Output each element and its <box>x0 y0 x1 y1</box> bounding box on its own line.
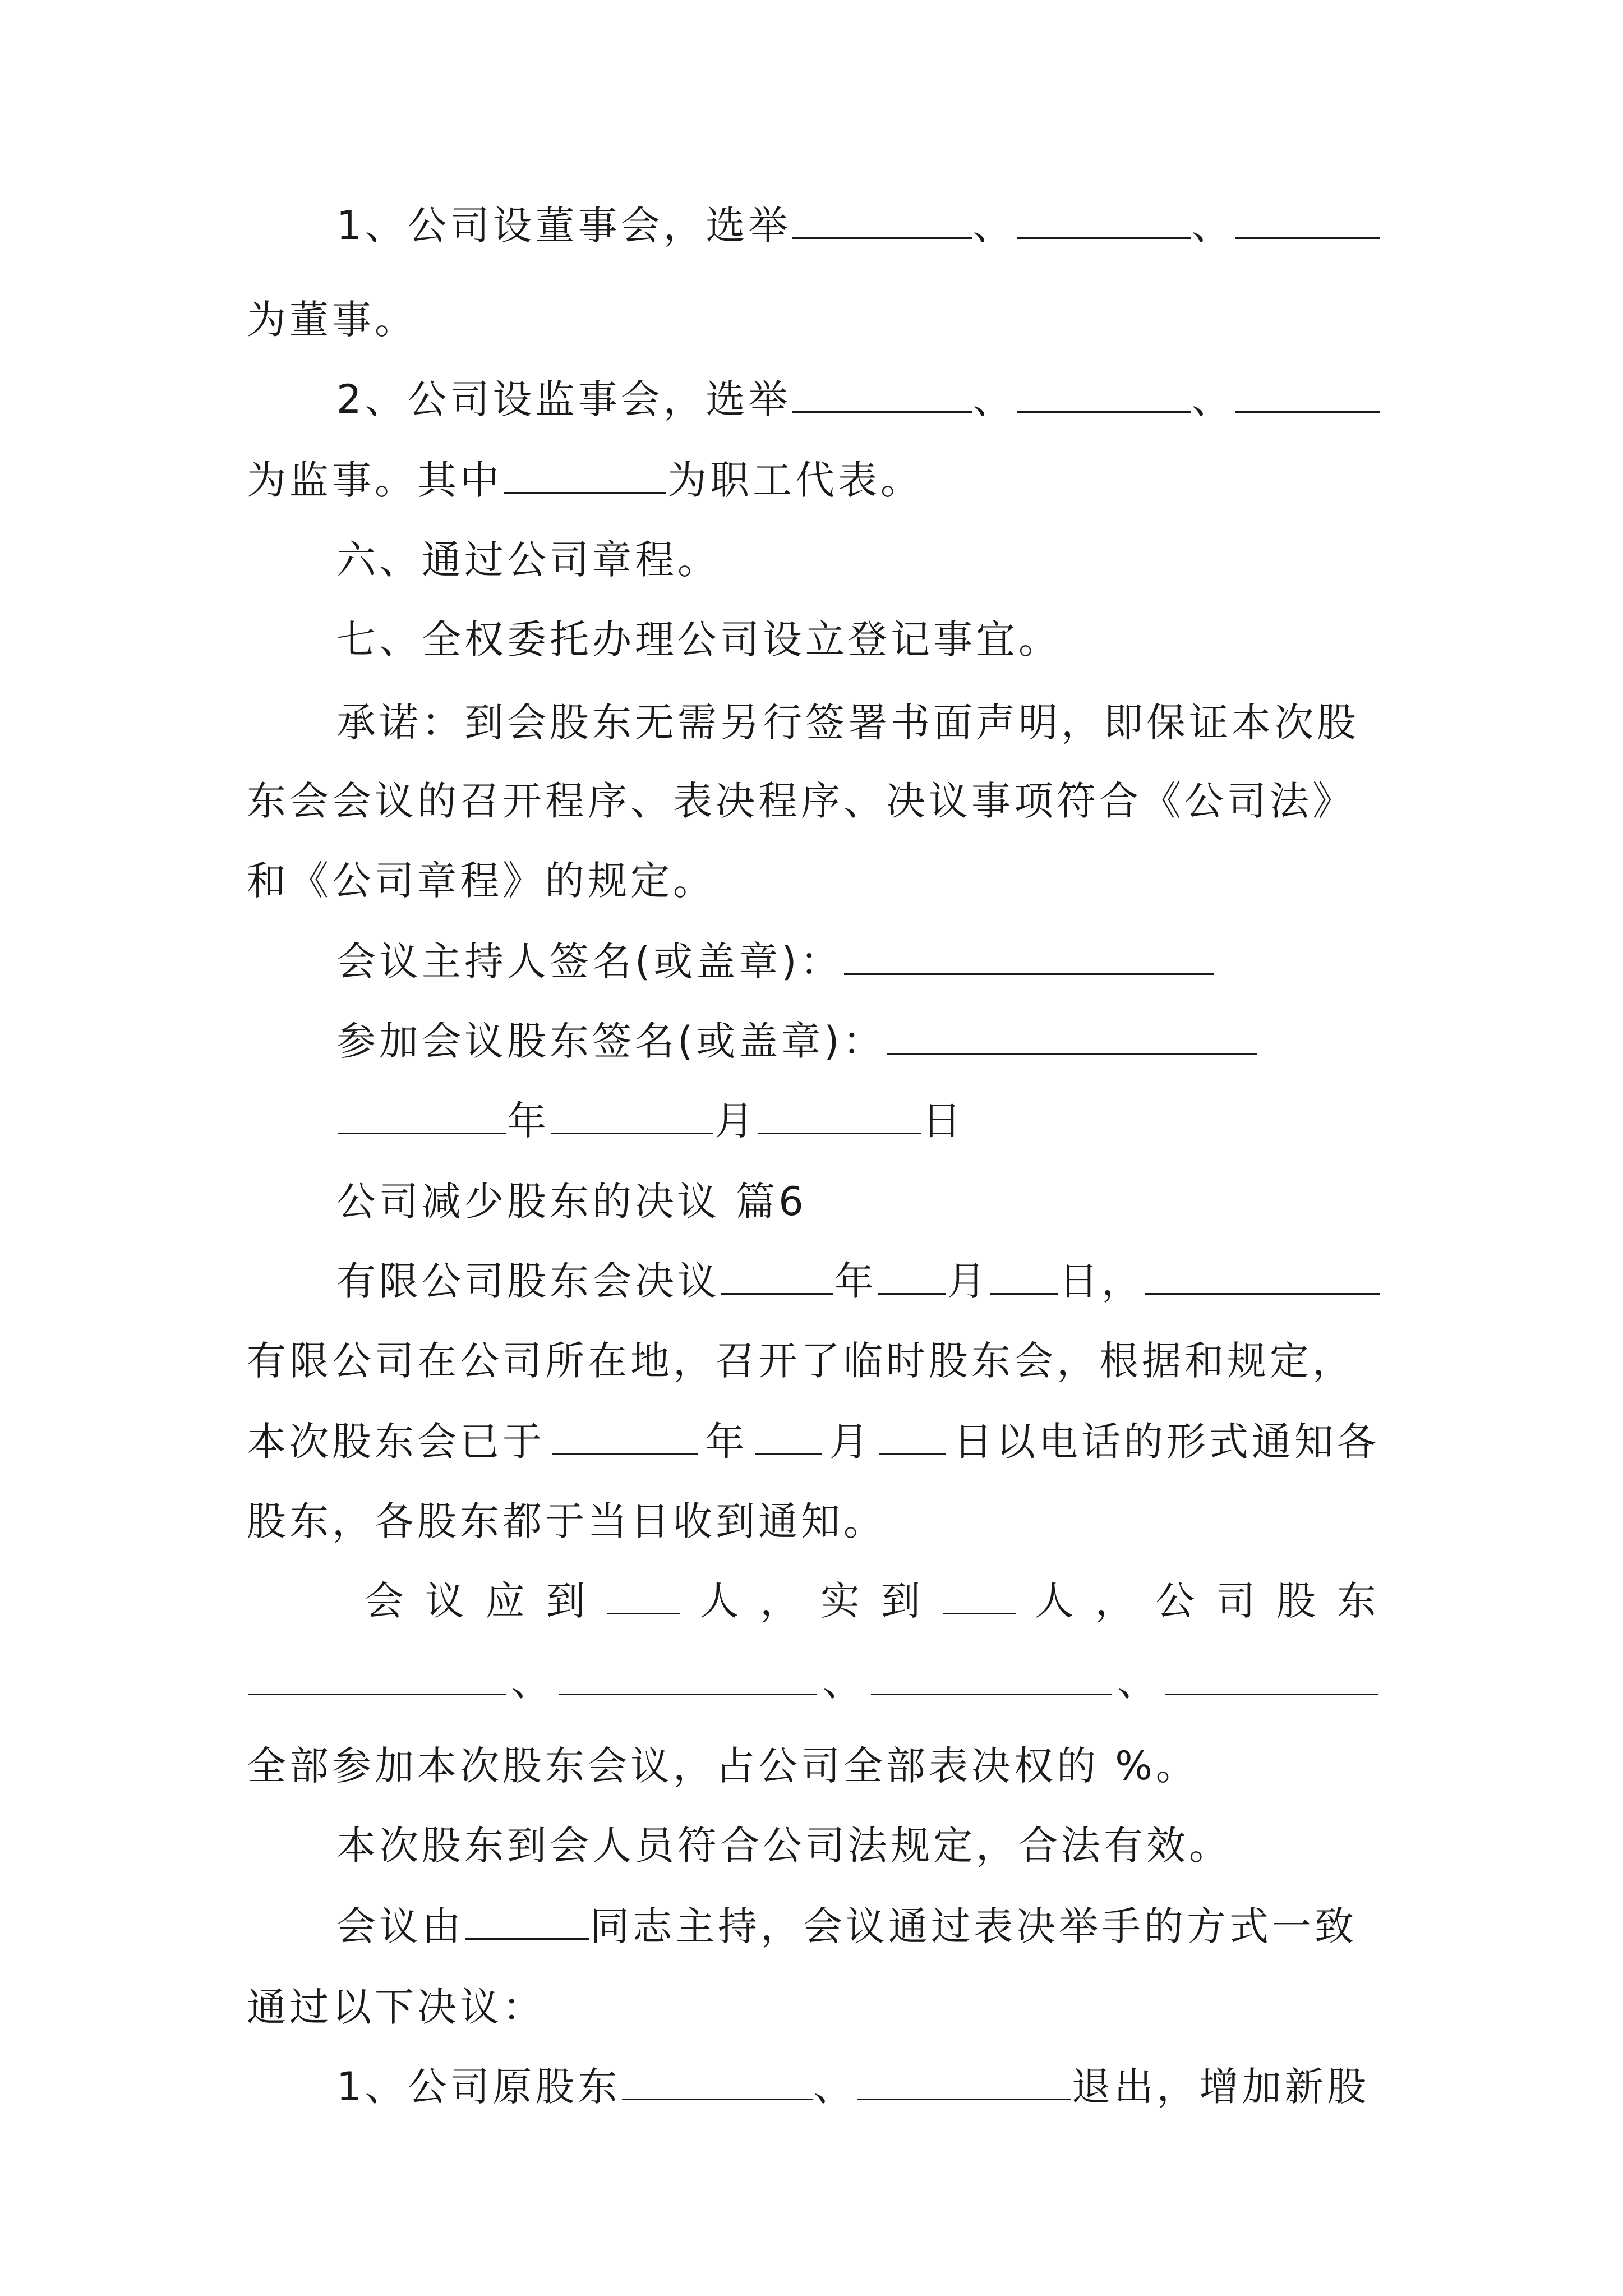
text: ， <box>760 1578 803 1624</box>
text: 日 <box>922 1098 965 1144</box>
text: ， <box>1095 1578 1138 1624</box>
blank-field <box>248 1655 506 1695</box>
text: 会议主持人签名(或盖章)： <box>336 938 843 984</box>
blank-field <box>878 1255 946 1295</box>
blank-field <box>1145 1255 1380 1295</box>
blank-field <box>871 1655 1112 1695</box>
text: 日， <box>1059 1258 1144 1304</box>
section-heading <box>336 1175 1380 1228</box>
line-pledge <box>336 696 1380 749</box>
text: 和《公司章程》的规定。 <box>247 858 716 904</box>
blank-field <box>792 373 972 413</box>
text: 、 <box>1191 203 1234 249</box>
blank-field <box>559 1655 817 1695</box>
line-shareholder-signature <box>336 1014 1380 1068</box>
text: 年 <box>834 1258 877 1304</box>
blank-field <box>990 1255 1058 1295</box>
line-attendance <box>365 1574 1380 1628</box>
text: 议 <box>425 1578 468 1624</box>
text: 人 <box>1034 1578 1077 1624</box>
text: 到 <box>546 1578 589 1624</box>
text: 东 <box>1336 1578 1380 1624</box>
text: 年 <box>507 1098 550 1144</box>
line-pledge-end <box>247 854 1380 908</box>
text: 六、通过公司章程。 <box>336 537 720 583</box>
text: 股 <box>1276 1578 1320 1624</box>
text: 、 <box>511 1659 554 1705</box>
blank-field <box>551 1094 713 1134</box>
text: 全部参加本次股东会议，占公司全部表决权的 %。 <box>247 1743 1198 1789</box>
text: 、 <box>1117 1659 1160 1705</box>
text: 应 <box>485 1578 528 1624</box>
line-notice-received <box>247 1494 1380 1548</box>
line-supervisors-election <box>336 372 1380 426</box>
blank-field <box>943 1575 1016 1614</box>
blank-field <box>1017 373 1191 413</box>
text: 、 <box>1191 376 1234 422</box>
line-resolutions-intro <box>247 1980 1380 2034</box>
text: 月 <box>714 1098 757 1144</box>
line-shareholder-names <box>247 1655 1380 1709</box>
text: 参加会议股东签名(或盖章)： <box>336 1018 886 1064</box>
text: 公司减少股东的决议 篇6 <box>336 1179 807 1225</box>
line-directors-election <box>336 199 1380 252</box>
blank-field <box>1165 1655 1378 1695</box>
text: 、 <box>822 1659 865 1705</box>
text: 为监事。其中 <box>247 457 502 503</box>
blank-field <box>1235 199 1380 239</box>
line-resolution-one <box>336 2060 1380 2114</box>
text: 本次股东会已于 <box>247 1419 545 1465</box>
blank-field <box>755 1415 822 1455</box>
blank-field <box>607 1575 680 1614</box>
text: 同志主持，会议通过表决举手的方式一致 <box>590 1903 1357 1949</box>
text: 实 <box>820 1578 864 1624</box>
blank-field <box>758 1094 921 1134</box>
text: 到 <box>880 1578 924 1624</box>
blank-field <box>338 1094 506 1134</box>
text: 、 <box>813 2064 856 2110</box>
text: 为董事。 <box>247 297 417 343</box>
text: 日以电话的形式通知各 <box>953 1419 1380 1465</box>
text: 有限公司在公司所在地，召开了临时股东会，根据和规定， <box>247 1338 1355 1384</box>
blank-field <box>1017 199 1191 239</box>
line-item-six <box>336 533 1380 587</box>
text: 承诺：到会股东无需另行签署书面声明，即保证本次股 <box>336 700 1359 746</box>
text: 股东，各股东都于当日收到通知。 <box>247 1498 886 1544</box>
text: 、 <box>972 376 1016 422</box>
text: 通过以下决议： <box>247 1984 545 2030</box>
blank-field <box>622 2060 813 2100</box>
blank-field <box>792 199 972 239</box>
line-date <box>336 1094 1380 1148</box>
text: 为职工代表。 <box>667 457 923 503</box>
text: 1、公司原股东 <box>336 2064 621 2110</box>
text: 1、公司设董事会，选举 <box>336 203 791 249</box>
text: 、 <box>972 203 1016 249</box>
line-host-signature <box>336 935 1380 988</box>
line-voting-share <box>247 1739 1380 1793</box>
text: 年 <box>705 1419 748 1465</box>
text: 会议由 <box>336 1903 464 1949</box>
text: 人 <box>699 1578 743 1624</box>
text: 七、全权委托办理公司设立登记事宜。 <box>336 616 1061 662</box>
text: 东会会议的召开程序、表决程序、决议事项符合《公司法》 <box>247 778 1355 824</box>
blank-field <box>721 1255 833 1295</box>
text: 有限公司股东会决议 <box>336 1258 720 1304</box>
line-meeting-location <box>247 1334 1380 1388</box>
blank-field <box>465 1900 589 1940</box>
text: 公 <box>1155 1578 1198 1624</box>
line-resolution-date <box>336 1254 1380 1308</box>
text: 本次股东到会人员符合公司法规定，合法有效。 <box>336 1823 1232 1869</box>
blank-field <box>857 2060 1071 2100</box>
text: 月 <box>947 1258 989 1304</box>
text: 会 <box>365 1578 407 1624</box>
line-validity <box>336 1819 1380 1872</box>
blank-field <box>1235 373 1380 413</box>
line-pledge-cont <box>247 774 1380 828</box>
line-supervisors-suffix <box>247 453 1380 507</box>
signature-blank <box>887 1015 1257 1055</box>
line-meeting-host <box>336 1899 1380 1953</box>
text: 月 <box>829 1419 872 1465</box>
blank-field <box>504 454 666 494</box>
line-item-seven <box>336 613 1380 666</box>
line-notice-date <box>247 1415 1380 1469</box>
text: 2、公司设监事会，选举 <box>336 376 791 422</box>
signature-blank <box>844 935 1214 975</box>
blank-field <box>552 1415 698 1455</box>
blank-field <box>879 1415 946 1455</box>
line-directors-suffix <box>247 293 1380 347</box>
text: 司 <box>1216 1578 1259 1624</box>
text: 退出，增加新股 <box>1071 2064 1370 2110</box>
